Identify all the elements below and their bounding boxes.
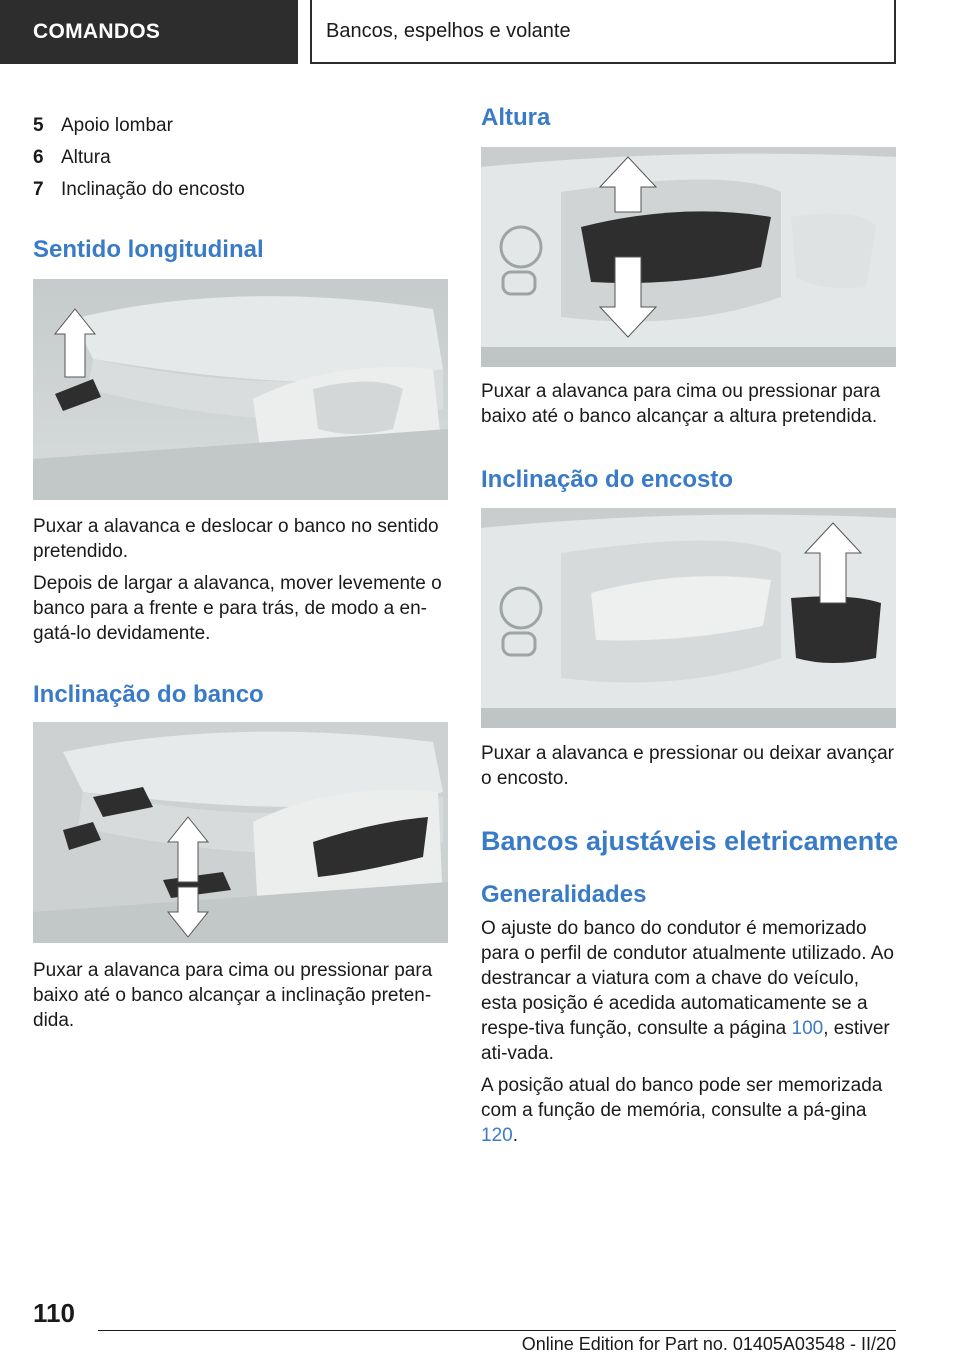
list-number: 6 <box>33 147 44 168</box>
paragraph-electric-1 <box>481 916 896 1066</box>
section-title: COMANDOS <box>33 20 161 43</box>
figure-seat-tilt-lever <box>33 722 448 943</box>
page-link-100[interactable]: 100 <box>791 1018 824 1039</box>
paragraph-seat-tilt: Puxar a alavanca para cima ou pressionar para baixo até o banco alcançar a inclinação preten-dida. <box>33 960 433 1031</box>
list-number: 7 <box>33 179 44 200</box>
list-item <box>33 142 448 174</box>
list-item <box>33 174 448 206</box>
list-label: Apoio lombar <box>61 115 173 136</box>
edition-footer: Online Edition for Part no. 01405A03548 - II/20 <box>521 1334 896 1354</box>
paragraph-electric-2 <box>481 1073 896 1148</box>
paragraph-text: O ajuste do banco do condutor é memorizado para o perfil de condutor atualmente utilizado. Ao destrancar a viatura com a chave do veículo, esta posição é acedida automaticamente se a respe-tiva função, consulte a página <box>481 918 894 1039</box>
paragraph-text: . <box>512 1125 518 1146</box>
footer-divider <box>98 1330 896 1331</box>
list-label: Inclinação do encosto <box>61 179 245 200</box>
legend-list <box>33 110 448 206</box>
chapter-title: Bancos, espelhos e volante <box>326 19 571 42</box>
list-label: Altura <box>61 147 111 168</box>
chapter-header <box>310 0 896 64</box>
heading-seat-tilt: Inclinação do banco <box>33 681 264 708</box>
list-number: 5 <box>33 115 44 136</box>
figure-height-lever <box>481 147 896 367</box>
heading-backrest: Inclinação do encosto <box>481 466 734 493</box>
paragraph-longitudinal-2: Depois de largar a alavanca, mover levemente o banco para a frente e para trás, de modo a en-gatá-lo devidamente. <box>33 573 442 644</box>
figure-backrest-lever <box>481 508 896 728</box>
figure-longitudinal-lever <box>33 279 448 500</box>
paragraph-text: , estiver ati-vada. <box>481 1018 890 1064</box>
heading-generalities: Generalidades <box>481 881 647 908</box>
page-link-120[interactable]: 120 <box>481 1125 513 1146</box>
page-number: 110 <box>33 1298 75 1328</box>
paragraph-height: Puxar a alavanca para cima ou pressionar para baixo até o banco alcançar a altura pretendida. <box>481 381 881 427</box>
heading-electric-seats: Bancos ajustáveis eletricamente <box>481 826 899 856</box>
paragraph-text: A posição atual do banco pode ser memorizada com a função de memória, consulte a pá-gina <box>481 1075 883 1121</box>
heading-height: Altura <box>481 104 551 131</box>
list-item <box>33 110 448 142</box>
section-header <box>0 0 298 64</box>
heading-longitudinal: Sentido longitudinal <box>33 236 264 263</box>
paragraph-longitudinal-1: Puxar a alavanca e deslocar o banco no sentido pretendido. <box>33 516 439 562</box>
paragraph-backrest: Puxar a alavanca e pressionar ou deixar avançar o encosto. <box>481 743 894 789</box>
